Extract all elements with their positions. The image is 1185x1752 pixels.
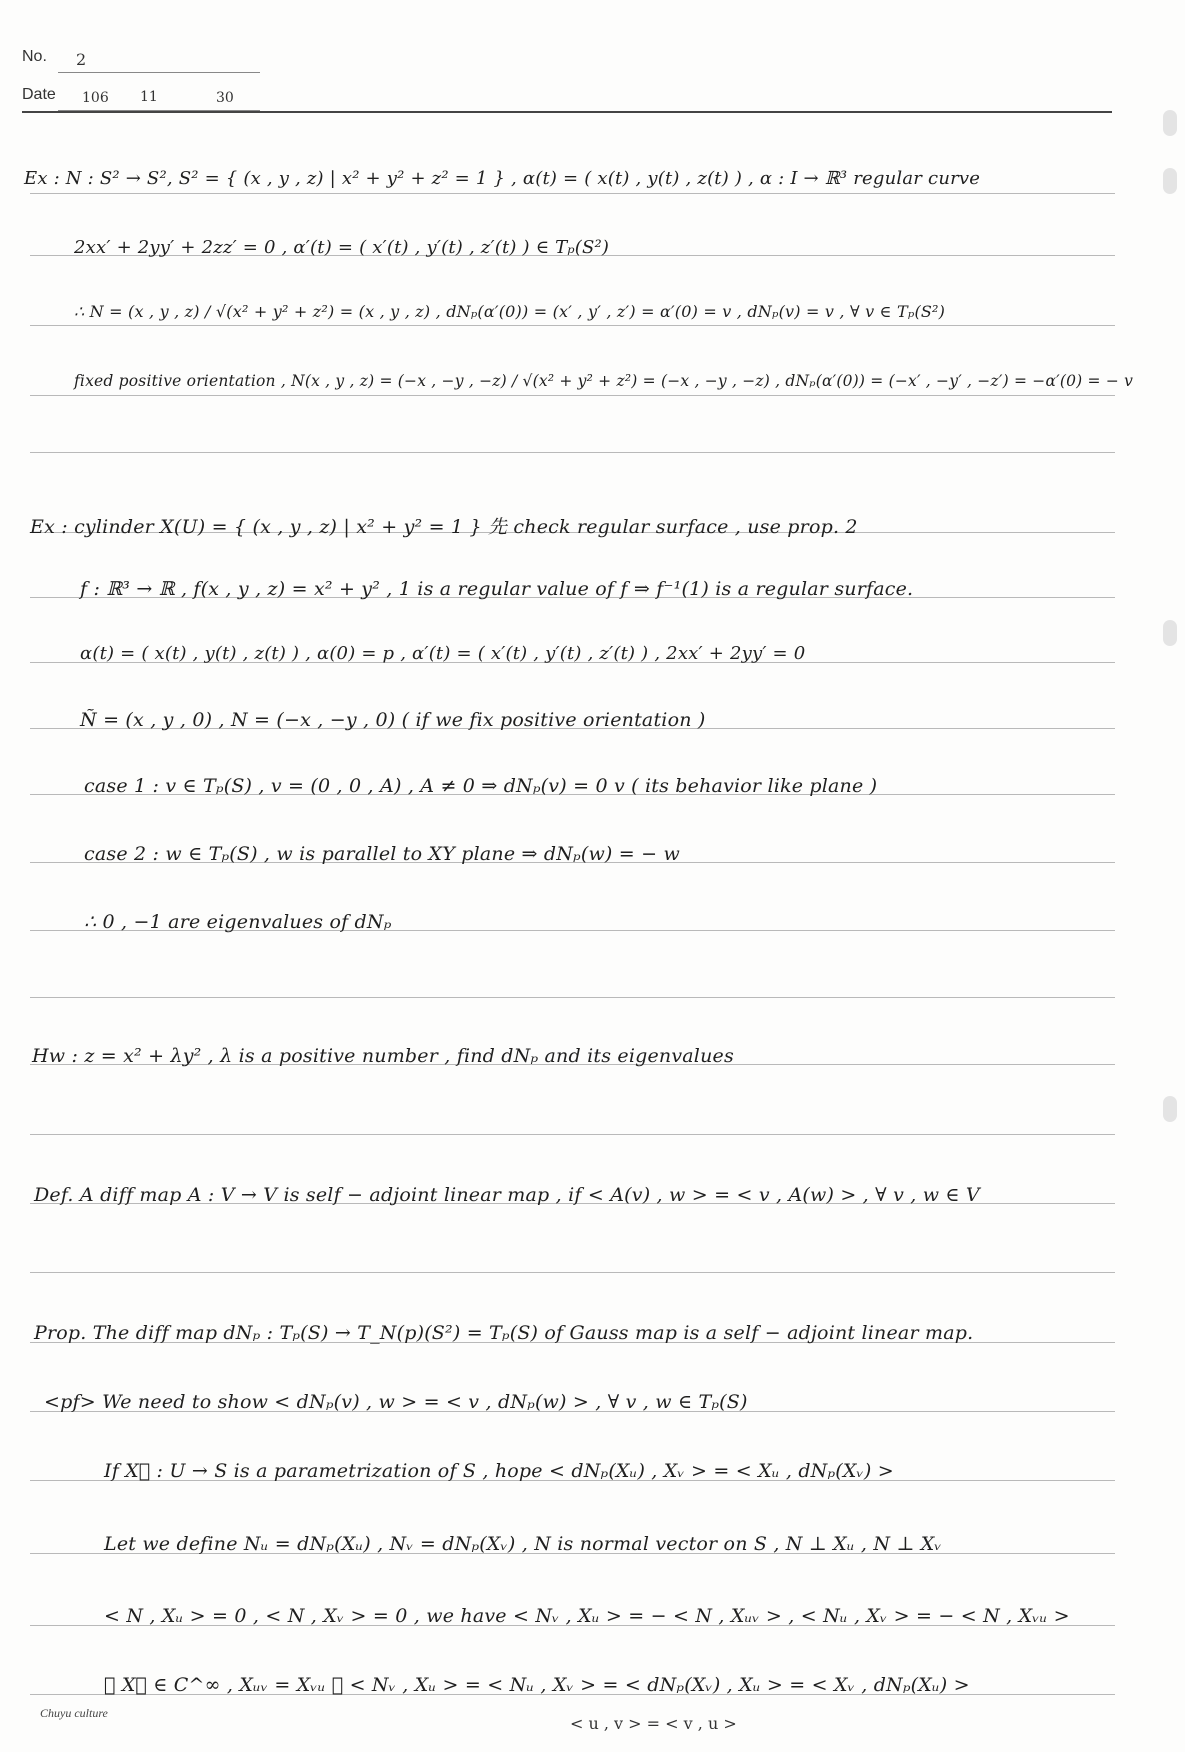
line-regular-value: f : ℝ³ → ℝ , f(x , y , z) = x² + y² , 1 is a regular value of f ⇒ f⁻¹(1) is a regular surface. xyxy=(80,578,914,600)
line-case-2: case 2 : w ∈ Tₚ(S) , w is parallel to XY plane ⇒ dNₚ(w) = − w xyxy=(84,843,680,865)
date-month: 11 xyxy=(140,89,158,105)
binder-hole xyxy=(1163,1096,1177,1122)
date-year: 106 xyxy=(82,90,109,106)
binder-hole xyxy=(1163,168,1177,194)
ruled-line xyxy=(30,452,1115,453)
line-tangent-condition: 2xx′ + 2yy′ + 2zz′ = 0 , α′(t) = ( x′(t) , y′(t) , z′(t) ) ∈ Tₚ(S²) xyxy=(74,237,610,258)
brand-mark: Chuyu culture xyxy=(40,1706,108,1720)
line-case-1: case 1 : v ∈ Tₚ(S) , v = (0 , 0 , A) , A ≠ 0 ⇒ dNₚ(v) = 0 v ( its behavior like plane ) xyxy=(84,775,878,797)
line-inner-products: < N , Xᵤ > = 0 , < N , Xᵥ > = 0 , we have < Nᵥ , Xᵤ > = − < N , Xᵤᵥ > , < Nᵤ , Xᵥ > = − < N , Xᵥᵤ > xyxy=(104,1605,1070,1627)
binder-hole xyxy=(1163,620,1177,646)
ruled-line xyxy=(30,395,1115,396)
ruled-line xyxy=(30,325,1115,326)
date-label: Date xyxy=(22,86,56,103)
ruled-line xyxy=(30,1272,1115,1273)
line-eigenvalues: ∴ 0 , −1 are eigenvalues of dNₚ xyxy=(84,911,392,933)
footer-note: < u , v > = < v , u > xyxy=(570,1714,737,1733)
no-label: No. xyxy=(22,48,47,65)
line-definition-self-adjoint: Def. A diff map A : V → V is self − adjoint linear map , if < A(v) , w > = < v , A(w) > , ∀ v , w ∈ V xyxy=(34,1184,980,1206)
line-gauss-map-sphere: Ex : N : S² → S², S² = { (x , y , z) | x² + y² + z² = 1 } , α(t) = ( x(t) , y(t) , z(t) ) , α : I → ℝ³ regular curve xyxy=(24,168,981,189)
ruled-line xyxy=(30,997,1115,998)
line-parametrization: If X⃗ : U → S is a parametrization of S , hope < dNₚ(Xᵤ) , Xᵥ > = < Xᵤ , dNₚ(Xᵥ) > xyxy=(104,1460,894,1482)
line-proposition: Prop. The diff map dNₚ : Tₚ(S) → T_N(p)(S²) = Tₚ(S) of Gauss map is a self − adjoint linear map. xyxy=(34,1322,974,1344)
ruled-line xyxy=(30,1134,1115,1135)
line-curve-derivative: α(t) = ( x(t) , y(t) , z(t) ) , α(0) = p , α′(t) = ( x′(t) , y′(t) , z′(t) ) , 2xx′ + 2yy′ = 0 xyxy=(80,643,806,664)
line-homework: Hw : z = x² + λy² , λ is a positive number , find dNₚ and its eigenvalues xyxy=(32,1045,734,1067)
line-define-nu-nv: Let we define Nᵤ = dNₚ(Xᵤ) , Nᵥ = dNₚ(Xᵥ) , N is normal vector on S , N ⊥ Xᵤ , N ⊥ Xᵥ xyxy=(104,1533,942,1555)
binder-hole xyxy=(1163,110,1177,136)
header-rule xyxy=(22,111,1112,113)
line-cylinder-example: Ex : cylinder X(U) = { (x , y , z) | x² + y² = 1 } 先 check regular surface , use prop. 2 xyxy=(30,516,858,538)
ruled-line xyxy=(30,193,1115,194)
line-fixed-orientation: fixed positive orientation , N(x , y , z) = (−x , −y , −z) / √(x² + y² + z²) = (−x , −y , −z) , dNₚ(α′(0)) = (−x′ , −y′ , −z′) = −α′(0) = − v xyxy=(74,372,1134,390)
no-value: 2 xyxy=(76,50,87,69)
line-symmetry-conclusion: ∵ X⃗ ∈ C^∞ , Xᵤᵥ = Xᵥᵤ ∴ < Nᵥ , Xᵤ > = < Nᵤ , Xᵥ > = < dNₚ(Xᵥ) , Xᵤ > = < Xᵥ , dNₚ(Xᵤ) > xyxy=(104,1674,970,1696)
no-underline xyxy=(58,72,260,73)
line-proof-start: <pf> We need to show < dNₚ(v) , w > = < v , dNₚ(w) > , ∀ v , w ∈ Tₚ(S) xyxy=(44,1391,748,1413)
line-normal-sphere: ∴ N = (x , y , z) / √(x² + y² + z²) = (x , y , z) , dNₚ(α′(0)) = (x′ , y′ , z′) = α′(0) = v , dNₚ(v) = v , ∀ v ∈ Tₚ(S²) xyxy=(74,302,946,321)
line-normal-cylinder: Ñ = (x , y , 0) , N = (−x , −y , 0) ( if we fix positive orientation ) xyxy=(80,709,706,731)
date-day: 30 xyxy=(216,90,234,106)
